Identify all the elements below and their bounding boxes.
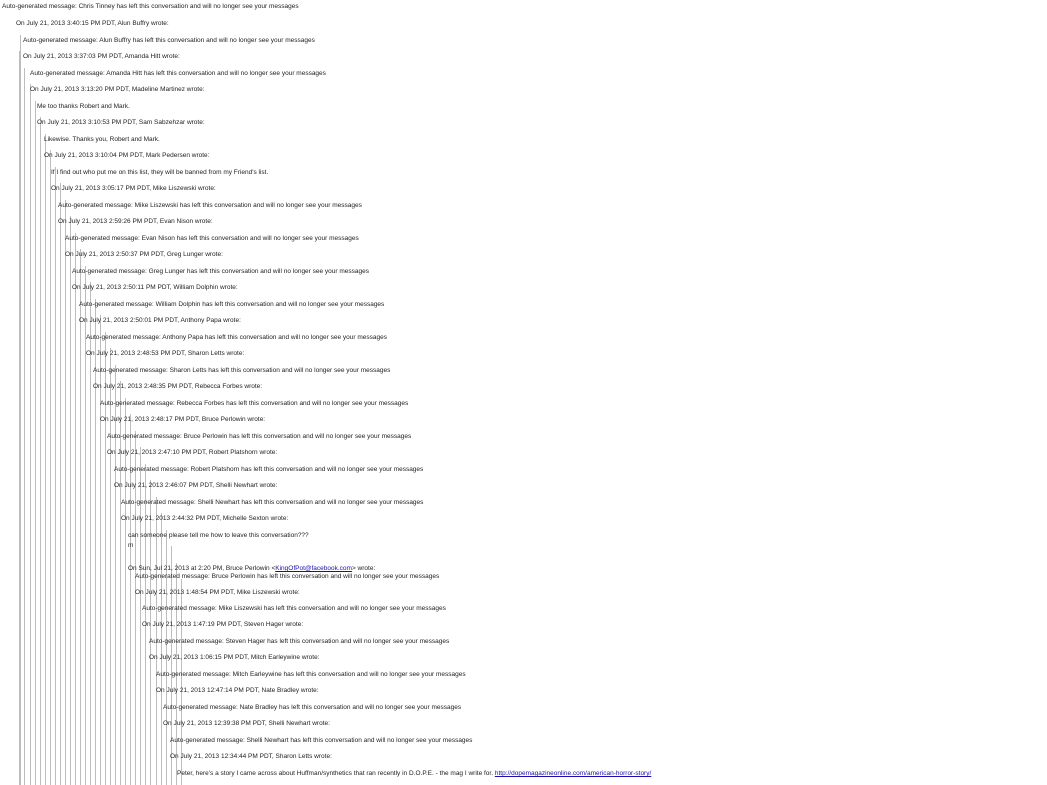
message-text: On July 21, 2013 12:47:14 PM PDT, Nate Bradley wrote: xyxy=(156,687,319,694)
message-line xyxy=(142,605,446,613)
message-line xyxy=(121,515,288,523)
quote-bar xyxy=(85,266,86,785)
message-line xyxy=(163,720,330,728)
message-line xyxy=(135,589,300,597)
message-text: On July 21, 2013 3:05:17 PM PDT, Mike Liszewski wrote: xyxy=(51,185,216,192)
message-text: On July 21, 2013 12:34:44 PM PDT, Sharon Letts wrote: xyxy=(170,753,332,760)
message-line xyxy=(58,202,362,210)
message-text: On July 21, 2013 2:50:37 PM PDT, Greg Lunger wrote: xyxy=(65,251,223,258)
quote-bar xyxy=(65,200,66,785)
quote-bar xyxy=(70,216,71,785)
quote-bar xyxy=(75,233,76,785)
message-line xyxy=(170,737,472,745)
quote-bar xyxy=(110,348,111,785)
message-text: Auto-generated message: Sharon Letts has left this conversation and will no longer see your messages xyxy=(93,367,391,374)
message-line xyxy=(128,532,309,540)
message-line xyxy=(79,301,384,309)
quote-bar xyxy=(60,183,61,785)
message-text: On July 21, 2013 2:50:01 PM PDT, Anthony Papa wrote: xyxy=(79,317,241,324)
message-text: Auto-generated message: Evan Nison has left this conversation and will no longer see your messages xyxy=(65,235,359,242)
message-text: Peter, here's a story I came across about Huffman/synthetics that ran recently in D.O.P.E. - the mag I write for. xyxy=(177,770,495,777)
message-text: Auto-generated message: Robert Platshorn has left this conversation and will no longer see your messages xyxy=(114,466,424,473)
message-line xyxy=(156,671,466,679)
quote-bar xyxy=(35,101,36,785)
message-text: On Sun, Jul 21, 2013 at 2:20 PM, Bruce Perlowin < xyxy=(128,565,276,572)
message-line xyxy=(114,482,277,490)
quote-bar xyxy=(171,546,172,785)
message-text: On July 21, 2013 3:10:53 PM PDT, Sam Sabzehzar wrote: xyxy=(37,119,205,126)
message-text: On July 21, 2013 2:59:26 PM PDT, Evan Nison wrote: xyxy=(58,218,213,225)
message-line xyxy=(30,86,205,94)
message-line xyxy=(149,638,449,646)
quote-bar xyxy=(20,35,21,785)
message-line xyxy=(128,565,375,573)
message-line xyxy=(37,119,205,127)
message-line xyxy=(30,70,326,78)
message-line xyxy=(72,268,369,276)
quote-bar xyxy=(115,365,116,785)
message-text: Auto-generated message: William Dolphin has left this conversation and will no longer see your messages xyxy=(79,301,385,308)
message-text: On July 21, 2013 2:50:11 PM PDT, William Dolphin wrote: xyxy=(72,284,238,291)
quote-bar xyxy=(120,381,121,785)
quote-bar xyxy=(50,150,51,785)
message-line xyxy=(107,433,411,441)
message-line xyxy=(23,53,180,61)
message-text: Auto-generated message: Chris Tinney has left this conversation and will no longer see your messages xyxy=(2,3,299,10)
message-text: On July 21, 2013 3:10:04 PM PDT, Mark Pedersen wrote: xyxy=(44,152,210,159)
message-line xyxy=(149,654,320,662)
message-text: Auto-generated message: Shelli Newhart has left this conversation and will no longer see your messages xyxy=(121,499,424,506)
message-text: Auto-generated message: Shelli Newhart has left this conversation and will no longer see your messages xyxy=(170,737,473,744)
message-text: Auto-generated message: Alun Buffry has left this conversation and will no longer see your messages xyxy=(23,37,315,44)
message-text: On July 21, 2013 3:37:03 PM PDT, Amanda Hitt wrote: xyxy=(23,53,180,60)
message-text: m xyxy=(128,542,134,549)
message-line xyxy=(163,704,461,712)
message-line xyxy=(156,687,319,695)
message-text: On July 21, 2013 3:40:15 PM PDT, Alun Buffry wrote: xyxy=(16,20,169,27)
quote-bar xyxy=(19,51,20,785)
quote-bar xyxy=(161,513,162,785)
message-text: can someone please tell me how to leave this conversation??? xyxy=(128,532,309,539)
quote-bar xyxy=(24,68,25,785)
quote-bar xyxy=(55,167,56,785)
message-text: On July 21, 2013 2:47:10 PM PDT, Robert Platshorn wrote: xyxy=(107,449,278,456)
message-text: Auto-generated message: Greg Lunger has left this conversation and will no longer see your messages xyxy=(72,268,370,275)
message-text: Auto-generated message: Mitch Earleywine has left this conversation and will no longer see your messages xyxy=(156,671,466,678)
message-text: Auto-generated message: Steven Hager has left this conversation and will no longer see your messages xyxy=(149,638,450,645)
message-line xyxy=(170,753,332,761)
message-line xyxy=(2,3,299,11)
message-text: Auto-generated message: Anthony Papa has left this conversation and will no longer see your messages xyxy=(86,334,387,341)
message-text: Likewise. Thanks you, Robert and Mark. xyxy=(44,136,160,143)
message-text: Me too thanks Robert and Mark. xyxy=(37,103,130,110)
message-text: Auto-generated message: Rebecca Forbes has left this conversation and will no longer see your messages xyxy=(100,400,409,407)
email-link[interactable]: http://dopemagazineonline.com/american-horror-story/ xyxy=(494,770,652,777)
message-line xyxy=(135,573,439,581)
message-text: Auto-generated message: Bruce Perlowin has left this conversation and will no longer see your messages xyxy=(135,573,440,580)
message-text: On July 21, 2013 2:46:07 PM PDT, Shelli Newhart wrote: xyxy=(114,482,278,489)
message-line xyxy=(107,449,277,457)
message-line xyxy=(114,466,423,474)
message-text: On July 21, 2013 1:48:54 PM PDT, Mike Liszewski wrote: xyxy=(135,589,300,596)
message-line xyxy=(58,218,213,226)
message-line xyxy=(44,152,209,160)
message-text: Auto-generated message: Amanda Hitt has left this conversation and will no longer see your messages xyxy=(30,70,326,77)
message-line xyxy=(100,400,408,408)
message-text: On July 21, 2013 2:48:17 PM PDT, Bruce Perlowin wrote: xyxy=(100,416,266,423)
message-text: On July 21, 2013 2:48:35 PM PDT, Rebecca Forbes wrote: xyxy=(93,383,263,390)
message-text: Auto-generated message: Mike Liszewski has left this conversation and will no longer see your messages xyxy=(58,202,362,209)
message-text: Auto-generated message: Mike Liszewski has left this conversation and will no longer see your messages xyxy=(142,605,446,612)
message-line xyxy=(142,621,303,629)
message-line xyxy=(44,136,160,144)
quote-bar xyxy=(45,134,46,785)
message-text: On July 21, 2013 2:48:53 PM PDT, Sharon Letts wrote: xyxy=(86,350,245,357)
quote-bar xyxy=(30,84,31,785)
message-line xyxy=(72,284,238,292)
message-text: On July 21, 2013 12:39:38 PM PDT, Shelli Newhart wrote: xyxy=(163,720,330,727)
message-text: Auto-generated message: Nate Bradley has left this conversation and will no longer see your messages xyxy=(163,704,462,711)
message-line xyxy=(100,416,265,424)
message-line xyxy=(93,367,390,375)
message-text: If I find out who put me on this list, they will be banned from my Friend's list. xyxy=(51,169,269,176)
message-line xyxy=(23,37,315,45)
message-line xyxy=(51,185,216,193)
message-text: On July 21, 2013 2:44:32 PM PDT, Michelle Sexton wrote: xyxy=(121,515,289,522)
message-line xyxy=(93,383,262,391)
message-line xyxy=(16,20,169,28)
message-line xyxy=(79,317,241,325)
quote-bar xyxy=(40,117,41,785)
message-line xyxy=(65,235,359,243)
message-text: Auto-generated message: Bruce Perlowin has left this conversation and will no longer see your messages xyxy=(107,433,412,440)
message-line xyxy=(177,770,651,778)
quote-bar xyxy=(140,447,141,785)
email-link[interactable]: KingOfPot@facebook.com xyxy=(275,565,352,572)
quote-bar xyxy=(150,480,151,785)
message-line xyxy=(128,542,133,550)
message-text: On July 21, 2013 1:47:19 PM PDT, Steven Hager wrote: xyxy=(142,621,304,628)
message-line xyxy=(86,350,244,358)
quote-bar xyxy=(80,249,81,785)
message-line xyxy=(51,169,268,177)
message-text: On July 21, 2013 1:06:15 PM PDT, Mitch Earleywine wrote: xyxy=(149,654,320,661)
message-line xyxy=(37,103,130,111)
message-text: On July 21, 2013 3:13:20 PM PDT, Madeline Martinez wrote: xyxy=(30,86,205,93)
message-line xyxy=(121,499,423,507)
message-text-suffix: > wrote: xyxy=(351,565,376,572)
message-line xyxy=(65,251,223,259)
message-line xyxy=(86,334,387,342)
